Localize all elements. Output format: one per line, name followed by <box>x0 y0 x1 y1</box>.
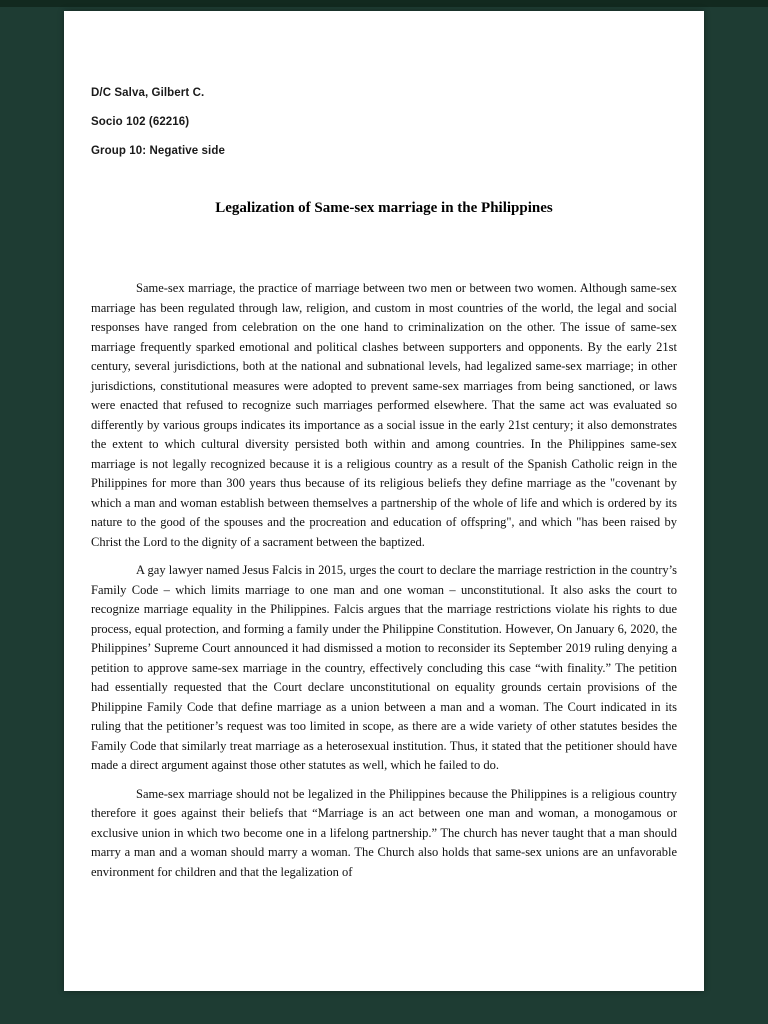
document-page <box>64 11 704 991</box>
paragraph-argument: Same-sex marriage should not be legalized in the Philippines because the Philippines is a religious country therefore it goes against their beliefs that “Marriage is an act between one man and woman, a monogamous or exclusive union in which two become one in a lifelong partnership.” The church has never taught that a man should marry a man and a woman should marry a woman. The Church also holds that same-sex unions are an unfavorable environment for children and that the legalization of <box>91 786 677 879</box>
document-header <box>91 87 677 157</box>
header-group-line: Group 10: Negative side <box>91 145 225 157</box>
header-author-line: D/C Salva, Gilbert C. <box>91 87 205 99</box>
document-title: Legalization of Same-sex marriage in the Philippines <box>215 200 553 216</box>
header-course-line: Socio 102 (62216) <box>91 116 190 128</box>
document-body <box>91 279 677 882</box>
viewer-top-bar <box>0 0 768 7</box>
paragraph-falcis-case: A gay lawyer named Jesus Falcis in 2015, urges the court to declare the marriage restriction in the country’s Family Code – which limits marriage to one man and one woman – unconstitutional. It also asks the court to recognize marriage equality in the Philippines. Falcis argues that the marriage restrictions violate his rights to due process, equal protection, and forming a family under the Philippine Constitution. However, On January 6, 2020, the Philippines’ Supreme Court announced it had dismissed a motion to reconsider its September 2019 ruling denying a petition to approve same-sex marriage in the country, effectively concluding this case “with finality.” The petition had essentially requested that the Court declare unconstitutional on equality grounds certain provisions of the Philippine Family Code that define marriage as a union between a man and a woman. The Court indicated in its ruling that the petitioner’s request was too limited in scope, as there are a wide variety of other statutes besides the Family Code that similarly treat marriage as a heterosexual institution. Thus, it stated that the petitioner should have made a direct argument against those other statutes as well, which he failed to do. <box>91 563 677 772</box>
paragraph-intro: Same-sex marriage, the practice of marriage between two men or between two women. Although same-sex marriage has been regulated through law, religion, and custom in most countries of the world, the legal and social responses have ranged from celebration on the one hand to criminalization on the other. The issue of same-sex marriage frequently sparked emotional and political clashes between supporters and opponents. By the early 21st century, several jurisdictions, both at the national and subnational levels, had legalized same-sex marriage; in other jurisdictions, constitutional measures were adopted to prevent same-sex marriages from being sanctioned, or laws were enacted that refused to recognize such marriages performed elsewhere. That the same act was evaluated so differently by various groups indicates its importance as a social issue in the early 21st century; it also demonstrates the extent to which cultural diversity persisted both within and among countries. In the Philippines same-sex marriage is not legally recognized because it is a religious country as a result of the Spanish Catholic reign in the Philippines for more than 300 years thus because of its religious beliefs they define marriage as the "covenant by which a man and woman establish between themselves a partnership of the whole of life and which is ordered by its nature to the good of the spouses and the procreation and education of offspring", and which "has been raised by Christ the Lord to the dignity of a sacrament between the baptized. <box>91 281 677 549</box>
